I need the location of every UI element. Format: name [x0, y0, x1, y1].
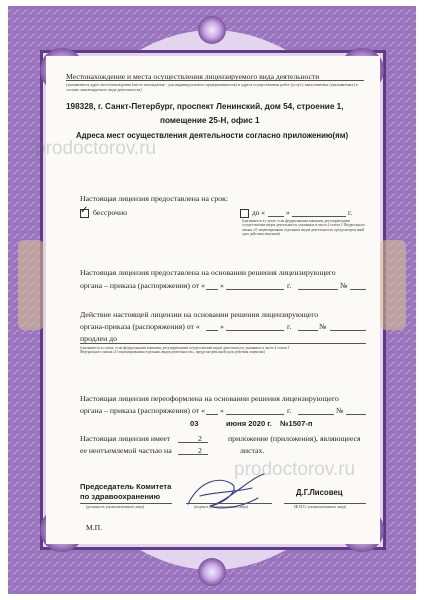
extension-until-rule: [80, 343, 366, 344]
basis-year-label: г.: [287, 281, 292, 290]
attachments-line-2-suffix: листах.: [240, 446, 265, 455]
reissue-line-2: органа – приказа (распоряжения) от «: [80, 406, 205, 415]
reissue-day-rule: [206, 414, 218, 415]
attachments-count-rule-1: [178, 442, 208, 443]
until-quote-close: »: [286, 208, 290, 217]
until-checkbox: [240, 209, 249, 218]
reissue-month-rule: [226, 414, 284, 415]
address-line-2: помещение 25-Н, офис 1: [160, 116, 260, 125]
reissue-gap-rule: [298, 414, 334, 415]
extension-number-label: №: [319, 322, 327, 331]
signatory-name: Д.Г.Лисовец: [296, 488, 343, 497]
basis-number-label: №: [340, 281, 348, 290]
location-heading: Местонахождение и места осуществления лицензируемого вида деятельности: [66, 72, 320, 81]
reissue-order-number: №1507-п: [280, 419, 313, 428]
basis-line-1: Настоящая лицензия предоставлена на основании решения лицензирующего: [80, 268, 336, 277]
position-note: (должность уполномоченного лица): [86, 505, 145, 509]
until-label: до «: [252, 208, 265, 217]
extension-month-rule: [226, 330, 284, 331]
until-note: (указывается в случае, если федеральными законами, регулирующими осуществление видов деятельности, указанных в части 4 статьи 1 Федерального закона «О лицензировании отдельных видов деятельности» предусмотрен иной срок действия лицензии): [242, 219, 366, 236]
reissue-year-label: г.: [287, 406, 292, 415]
signature-rule: [186, 503, 272, 504]
signatory-title-1: Председатель Комитета: [80, 482, 172, 491]
reissue-quote-close: »: [220, 406, 224, 415]
until-day-rule: [268, 216, 284, 217]
term-heading: Настоящая лицензия предоставлена на срок:: [80, 194, 229, 203]
attachments-count-1: 2: [198, 434, 202, 443]
watermark-top: prodoctorov.ru: [35, 138, 157, 159]
reissue-day-value: 03: [190, 419, 199, 428]
basis-line-2: органа – приказа (распоряжения) от «: [80, 281, 205, 290]
attachments-count-rule-2: [178, 454, 208, 455]
extension-line-3: продлен до: [80, 334, 118, 343]
attachments-line-2: ее неотъемлемой частью на: [80, 446, 172, 455]
name-rule: [284, 503, 366, 504]
basis-number-rule: [350, 289, 366, 290]
reissue-line-1: Настоящая лицензия переоформлена на основании решения лицензирующего: [80, 394, 339, 403]
address-line-1: 198328, г. Санкт-Петербург, проспект Ленинский, дом 54, строение 1,: [66, 102, 344, 111]
position-rule: [80, 503, 172, 504]
extension-note: (указывается в случае, если федеральными законами, регулирующими осуществление видов деятельности, указанных в части 4 статьи 1 Федерального закона «О лицензировании отдельных видов деятельности», предусмотрен иной срок действия лицензии): [80, 346, 290, 355]
basis-gap-rule: [298, 289, 338, 290]
appendix-line: Адреса мест осуществления деятельности согласно приложению(ям): [76, 131, 349, 140]
watermark-bottom: prodoctorov.ru: [234, 459, 356, 480]
signatory-title-2: по здравоохранению: [80, 492, 161, 501]
extension-quote-close: »: [220, 322, 224, 331]
extension-number-rule: [330, 330, 366, 331]
check-mark-icon: ✓: [80, 205, 89, 216]
extension-year-label: г.: [287, 322, 292, 331]
signature-note: (подпись уполномоченного лица): [194, 505, 248, 509]
until-month-rule: [292, 216, 346, 217]
basis-month-rule: [226, 289, 284, 290]
reissue-date-value: июня 2020 г.: [226, 419, 272, 428]
extension-line-1: Действие настоящей лицензии на основании решения лицензирующего: [80, 310, 319, 319]
extension-line-2: органа-приказа (распоряжения) от «: [80, 322, 200, 331]
extension-gap-rule: [298, 330, 318, 331]
location-heading-rule: [66, 80, 364, 81]
location-note: (указываются адрес местонахождения (место нахождения - для индивидуального предпринимателя) и адреса осуществления работ (услуг), выполняемых (оказываемых) в составе лицензируемого вида деятельности): [66, 82, 358, 92]
extension-day-rule: [206, 330, 218, 331]
seal-label: М.П.: [86, 523, 103, 532]
reissue-number-label: №: [336, 406, 344, 415]
attachments-line-1: Настоящая лицензия имеет: [80, 434, 171, 443]
basis-day-rule: [206, 289, 218, 290]
reissue-number-rule: [346, 414, 366, 415]
indefinite-label: бессрочно: [93, 208, 128, 217]
name-note: (Ф.И.О. уполномоченного лица): [294, 505, 347, 509]
attachments-line-1-suffix: приложение (приложения), являющееся: [228, 434, 361, 443]
until-year-label: г.: [348, 208, 353, 217]
attachments-count-2: 2: [198, 446, 202, 455]
basis-quote-close: »: [220, 281, 224, 290]
